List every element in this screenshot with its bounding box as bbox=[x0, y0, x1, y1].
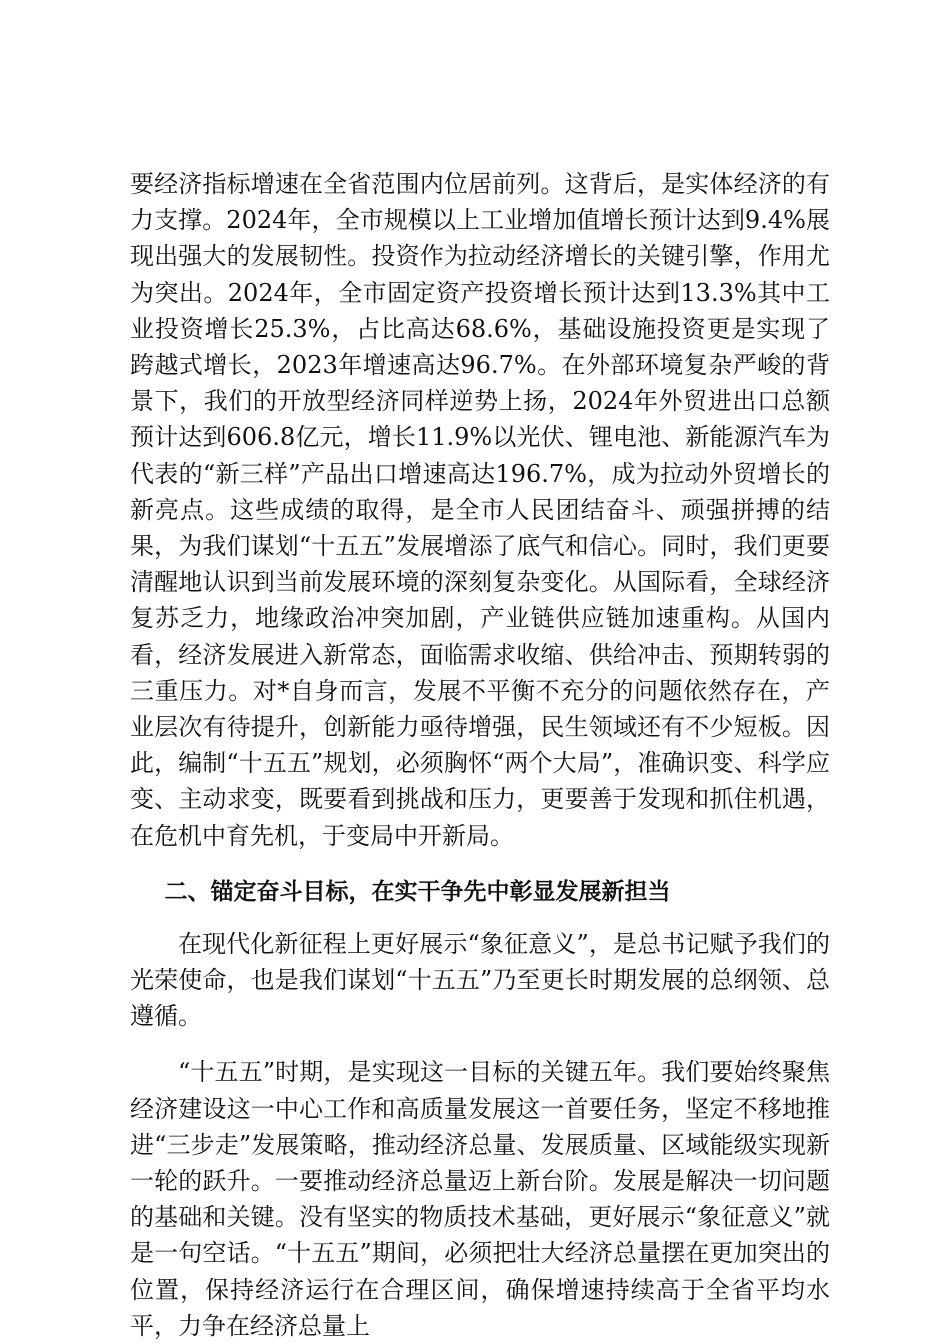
section-heading: 二、锚定奋斗目标，在实干争先中彰显发展新担当 bbox=[164, 878, 671, 905]
paragraph-1: 要经济指标增速在全省范围内位居前列。这背后，是实体经济的有力支撑。2024年，全市规模以上工业增加值增长预计达到9.4%展现出强大的发展韧性。投资作为拉动经济增长的关键引擎，作用尤为突出。2024年，全市固定资产投资增长预计达到13.3%其中工业投资增长25.3%，占比高达68.6%，基础设施投资更是实现了跨越式增长，2023年增速高达96.7%。在外部环境复杂严峻的背景下，我们的开放型经济同样逆势上扬，2024年外贸进出口总额预计达到606.8亿元，增长11.9%以光伏、锂电池、新能源汽车为代表的“新三样”产品出口增速高达196.7%，成为拉动外贸增长的新亮点。这些成绩的取得，是全市人民团结奋斗、顽强拼搏的结果，为我们谋划“十五五”发展增添了底气和信心。同时，我们更要清醒地认识到当前发展环境的深刻复杂变化。从国际看，全球经济复苏乏力，地缘政治冲突加剧，产业链供应链加速重构。从国内看，经济发展进入新常态，面临需求收缩、供给冲击、预期转弱的三重压力。对*自身而言，发展不平衡不充分的问题依然存在，产业层次有待提升，创新能力亟待增强，民生领域还有不少短板。因此，编制“十五五”规划，必须胸怀“两个大局”，准确识变、科学应变、主动求变，既要看到挑战和压力，更要善于发现和抓住机遇，在危机中育先机，于变局中开新局。 bbox=[130, 170, 830, 850]
paragraph-gap bbox=[130, 1034, 830, 1054]
document-body bbox=[130, 166, 830, 1344]
paragraph-3: “十五五”时期，是实现这一目标的关键五年。我们要始终聚焦经济建设这一中心工作和高质量发展这一首要任务，坚定不移地推进“三步走”发展策略，推动经济总量、发展质量、区域能级实现新一轮的跃升。一要推动经济总量迈上新台阶。发展是解决一切问题的基础和关键。没有坚实的物质技术基础，更好展示“象征意义”就是一句空话。“十五五”期间，必须把壮大经济总量摆在更加突出的位置，保持经济运行在合理区间，确保增速持续高于全省平均水平，力争在经济总量上 bbox=[130, 1058, 830, 1340]
paragraph-2: 在现代化新征程上更好展示“象征意义”，是总书记赋予我们的光荣使命，也是我们谋划“十五五”乃至更长时期发展的总纲领、总遵循。 bbox=[130, 929, 830, 1031]
